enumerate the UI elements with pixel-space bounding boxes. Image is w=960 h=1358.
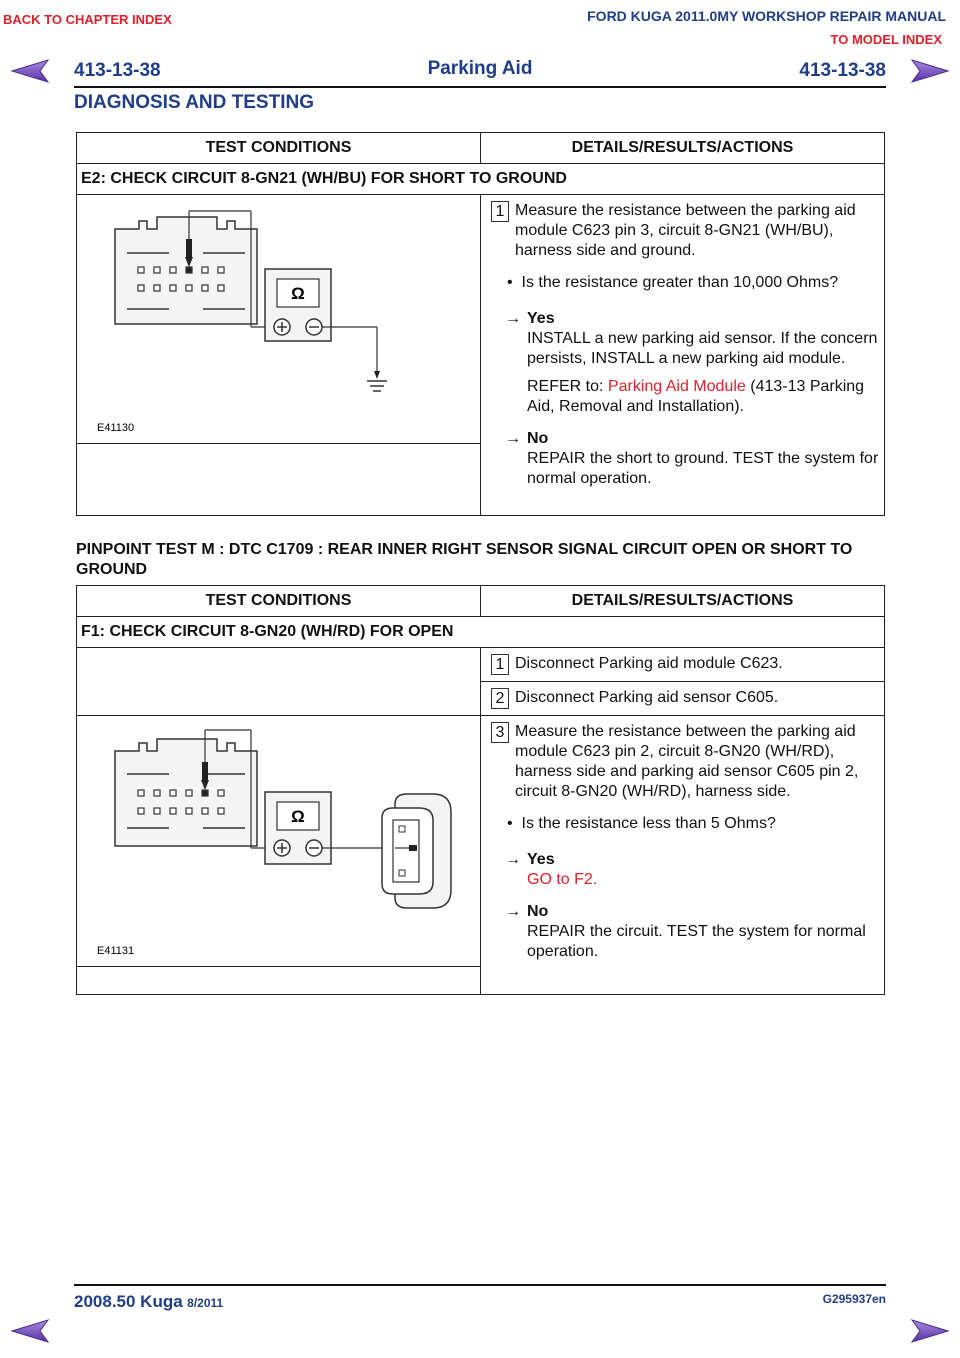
- ohmmeter-icon: [265, 269, 331, 341]
- to-model-index-link[interactable]: TO MODEL INDEX: [830, 32, 942, 47]
- yes-text: INSTALL a new parking aid sensor. If the concern persists, INSTALL a new parking aid module.: [527, 330, 878, 367]
- step-text: Measure the resistance between the parking aid module C623 pin 3, circuit 8-GN21 (WH/BU), harness side and ground.: [515, 202, 856, 259]
- yes-label: Yes: [527, 851, 555, 868]
- step-2-f1: [481, 682, 884, 712]
- footer-model: [74, 1292, 223, 1312]
- refer-line: [505, 377, 880, 417]
- go-to-f2-link[interactable]: GO to F2.: [527, 871, 598, 888]
- section-title: DIAGNOSIS AND TESTING: [74, 92, 314, 113]
- connector-c623-icon: [115, 739, 257, 846]
- no-text: REPAIR the circuit. TEST the system for normal operation.: [527, 923, 866, 960]
- condition-text: Is the resistance greater than 10,000 Ohms?: [521, 274, 839, 291]
- empty-condition-cell: [77, 682, 481, 716]
- ohm-symbol: Ω: [291, 807, 305, 826]
- step-number-box: 2: [491, 688, 509, 709]
- condition-f1: • Is the resistance less than 5 Ohms?: [507, 815, 776, 832]
- header-rule: [74, 86, 886, 88]
- page-number-right: 413-13-38: [799, 60, 886, 81]
- step-text: Disconnect Parking aid module C623.: [515, 655, 783, 672]
- yes-label: Yes: [527, 310, 555, 327]
- details-cell-f1-step1: [481, 648, 885, 682]
- previous-page-arrow-icon[interactable]: [10, 1318, 50, 1344]
- no-label: No: [527, 903, 549, 920]
- step-text: Disconnect Parking aid sensor C605.: [515, 689, 779, 706]
- footer-date: 8/2011: [187, 1296, 224, 1310]
- step-1-e2: [481, 195, 884, 265]
- condition-text: Is the resistance less than 5 Ohms?: [521, 815, 776, 832]
- figure-cell-e41130: [77, 195, 481, 516]
- result-yes-e2: [481, 305, 884, 417]
- step-title-e2: E2: CHECK CIRCUIT 8-GN21 (WH/BU) FOR SHORT TO GROUND: [77, 164, 885, 195]
- footer-doc-id: G295937en: [822, 1292, 886, 1306]
- refer-prefix: REFER to:: [527, 378, 604, 395]
- right-arrow-icon: →: [505, 430, 521, 447]
- step-3-f1: [481, 716, 884, 806]
- e41130-diagram: [77, 199, 480, 443]
- step-1-f1: [481, 648, 884, 678]
- next-page-arrow-icon[interactable]: [910, 1318, 950, 1344]
- details-cell-e2: [481, 195, 885, 516]
- refer-suffix: (413-13 Parking Aid, Removal and Installation).: [527, 378, 865, 415]
- result-yes-f1: [481, 846, 884, 890]
- right-arrow-icon: →: [505, 851, 521, 868]
- step-title-f1: F1: CHECK CIRCUIT 8-GN20 (WH/RD) FOR OPEN: [77, 617, 885, 648]
- manual-title: FORD KUGA 2011.0MY WORKSHOP REPAIR MANUAL: [587, 8, 946, 24]
- parking-aid-module-link[interactable]: Parking Aid Module: [607, 378, 746, 395]
- step-text: Measure the resistance between the parking aid module C623 pin 2, circuit 8-GN20 (WH/RD), harness side and parking aid sensor C605 pin 2, circuit 8-GN20 (WH/RD), harness side.: [515, 723, 859, 800]
- step-number-box: 1: [491, 201, 509, 222]
- footer-rule: [74, 1284, 886, 1286]
- pinpoint-test-title: PINPOINT TEST M : DTC C1709 : REAR INNER RIGHT SENSOR SIGNAL CIRCUIT OPEN OR SHORT TO GROUND: [76, 541, 853, 578]
- right-arrow-icon: →: [505, 310, 521, 327]
- test-table-e2: [76, 132, 885, 516]
- ohm-symbol: Ω: [291, 284, 305, 303]
- col-header-conditions: TEST CONDITIONS: [77, 586, 481, 617]
- no-label: No: [527, 430, 549, 447]
- figure-cell-e41131: [77, 716, 481, 995]
- footer-model-name: 2008.50 Kuga: [74, 1292, 183, 1311]
- empty-condition-cell: [77, 648, 481, 682]
- back-to-chapter-index-link[interactable]: BACK TO CHAPTER INDEX: [3, 12, 172, 27]
- step-number-box: 1: [491, 654, 509, 675]
- sensor-c605-connector-icon: [382, 794, 451, 908]
- step-number-box: 3: [491, 722, 509, 743]
- page-number-left: 413-13-38: [74, 60, 161, 81]
- no-text: REPAIR the short to ground. TEST the system for normal operation.: [527, 450, 879, 487]
- figure-id-e41130: E41130: [97, 422, 135, 434]
- col-header-details: DETAILS/RESULTS/ACTIONS: [481, 133, 885, 164]
- result-no-e2: [481, 425, 884, 495]
- details-cell-f1-step3: [481, 716, 885, 995]
- condition-e2: • Is the resistance greater than 10,000 Ohms?: [507, 274, 839, 291]
- col-header-conditions: TEST CONDITIONS: [77, 133, 481, 164]
- right-arrow-icon: →: [505, 903, 521, 920]
- details-cell-f1-step2: [481, 682, 885, 716]
- col-header-details: DETAILS/RESULTS/ACTIONS: [481, 586, 885, 617]
- result-no-f1: [481, 898, 884, 962]
- figure-id-e41131: E41131: [97, 945, 135, 957]
- connector-c623-icon: [115, 217, 257, 324]
- e41131-diagram: [77, 716, 480, 966]
- test-table-f1: [76, 585, 885, 995]
- page-title: Parking Aid: [427, 58, 533, 79]
